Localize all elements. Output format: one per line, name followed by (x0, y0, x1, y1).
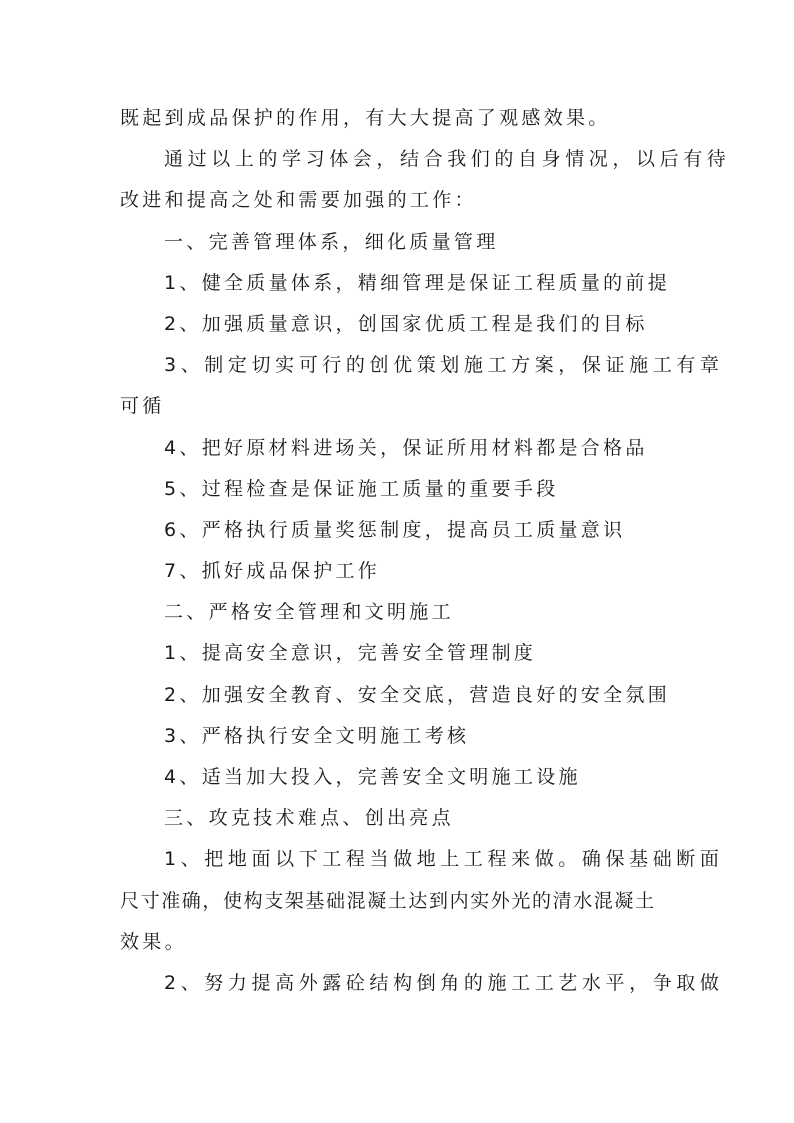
paragraph-line: 既起到成品保护的作用，有大大提高了观感效果。 (120, 107, 611, 129)
list-item: 3、严格执行安全文明施工考核 (164, 724, 470, 747)
paragraph-line: 尺寸准确，使构支架基础混凝土达到内实外光的清水混凝土 (120, 889, 656, 912)
list-item: 4、适当加大投入，完善安全文明施工设施 (164, 766, 581, 788)
list-item: 1、健全质量体系，精细管理是保证工程质量的前提 (164, 271, 670, 294)
paragraph-line: 效果。 (120, 930, 187, 953)
list-item: 3、制定切实可行的创优策划施工方案，保证施工有章 (164, 354, 724, 377)
list-item: 6、严格执行质量奖惩制度，提高员工质量意识 (164, 518, 626, 541)
section-heading: 三、攻克技术难点、创出亮点 (164, 807, 454, 830)
paragraph-line: 改进和提高之处和需要加强的工作： (120, 189, 477, 212)
document-body (120, 98, 731, 1004)
paragraph-line: 可循 (120, 395, 165, 418)
section-heading: 一、完善管理体系，细化质量管理 (164, 230, 499, 253)
list-item: 1、把地面以下工程当做地上工程来做。确保基础断面 (164, 848, 724, 871)
list-item: 1、提高安全意识，完善安全管理制度 (164, 642, 537, 665)
section-heading: 二、严格安全管理和文明施工 (164, 601, 454, 624)
list-item: 2、努力提高外露砼结构倒角的施工工艺水平，争取做 (164, 971, 724, 994)
paragraph-line: 通过以上的学习体会，结合我们的自身情况，以后有待 (164, 148, 731, 171)
list-item: 7、抓好成品保护工作 (164, 560, 381, 583)
list-item: 4、把好原材料进场关，保证所用材料都是合格品 (164, 436, 648, 459)
list-item: 2、加强质量意识，创国家优质工程是我们的目标 (164, 312, 648, 335)
list-item: 5、过程检查是保证施工质量的重要手段 (164, 477, 559, 500)
list-item: 2、加强安全教育、安全交底，营造良好的安全氛围 (164, 683, 670, 706)
